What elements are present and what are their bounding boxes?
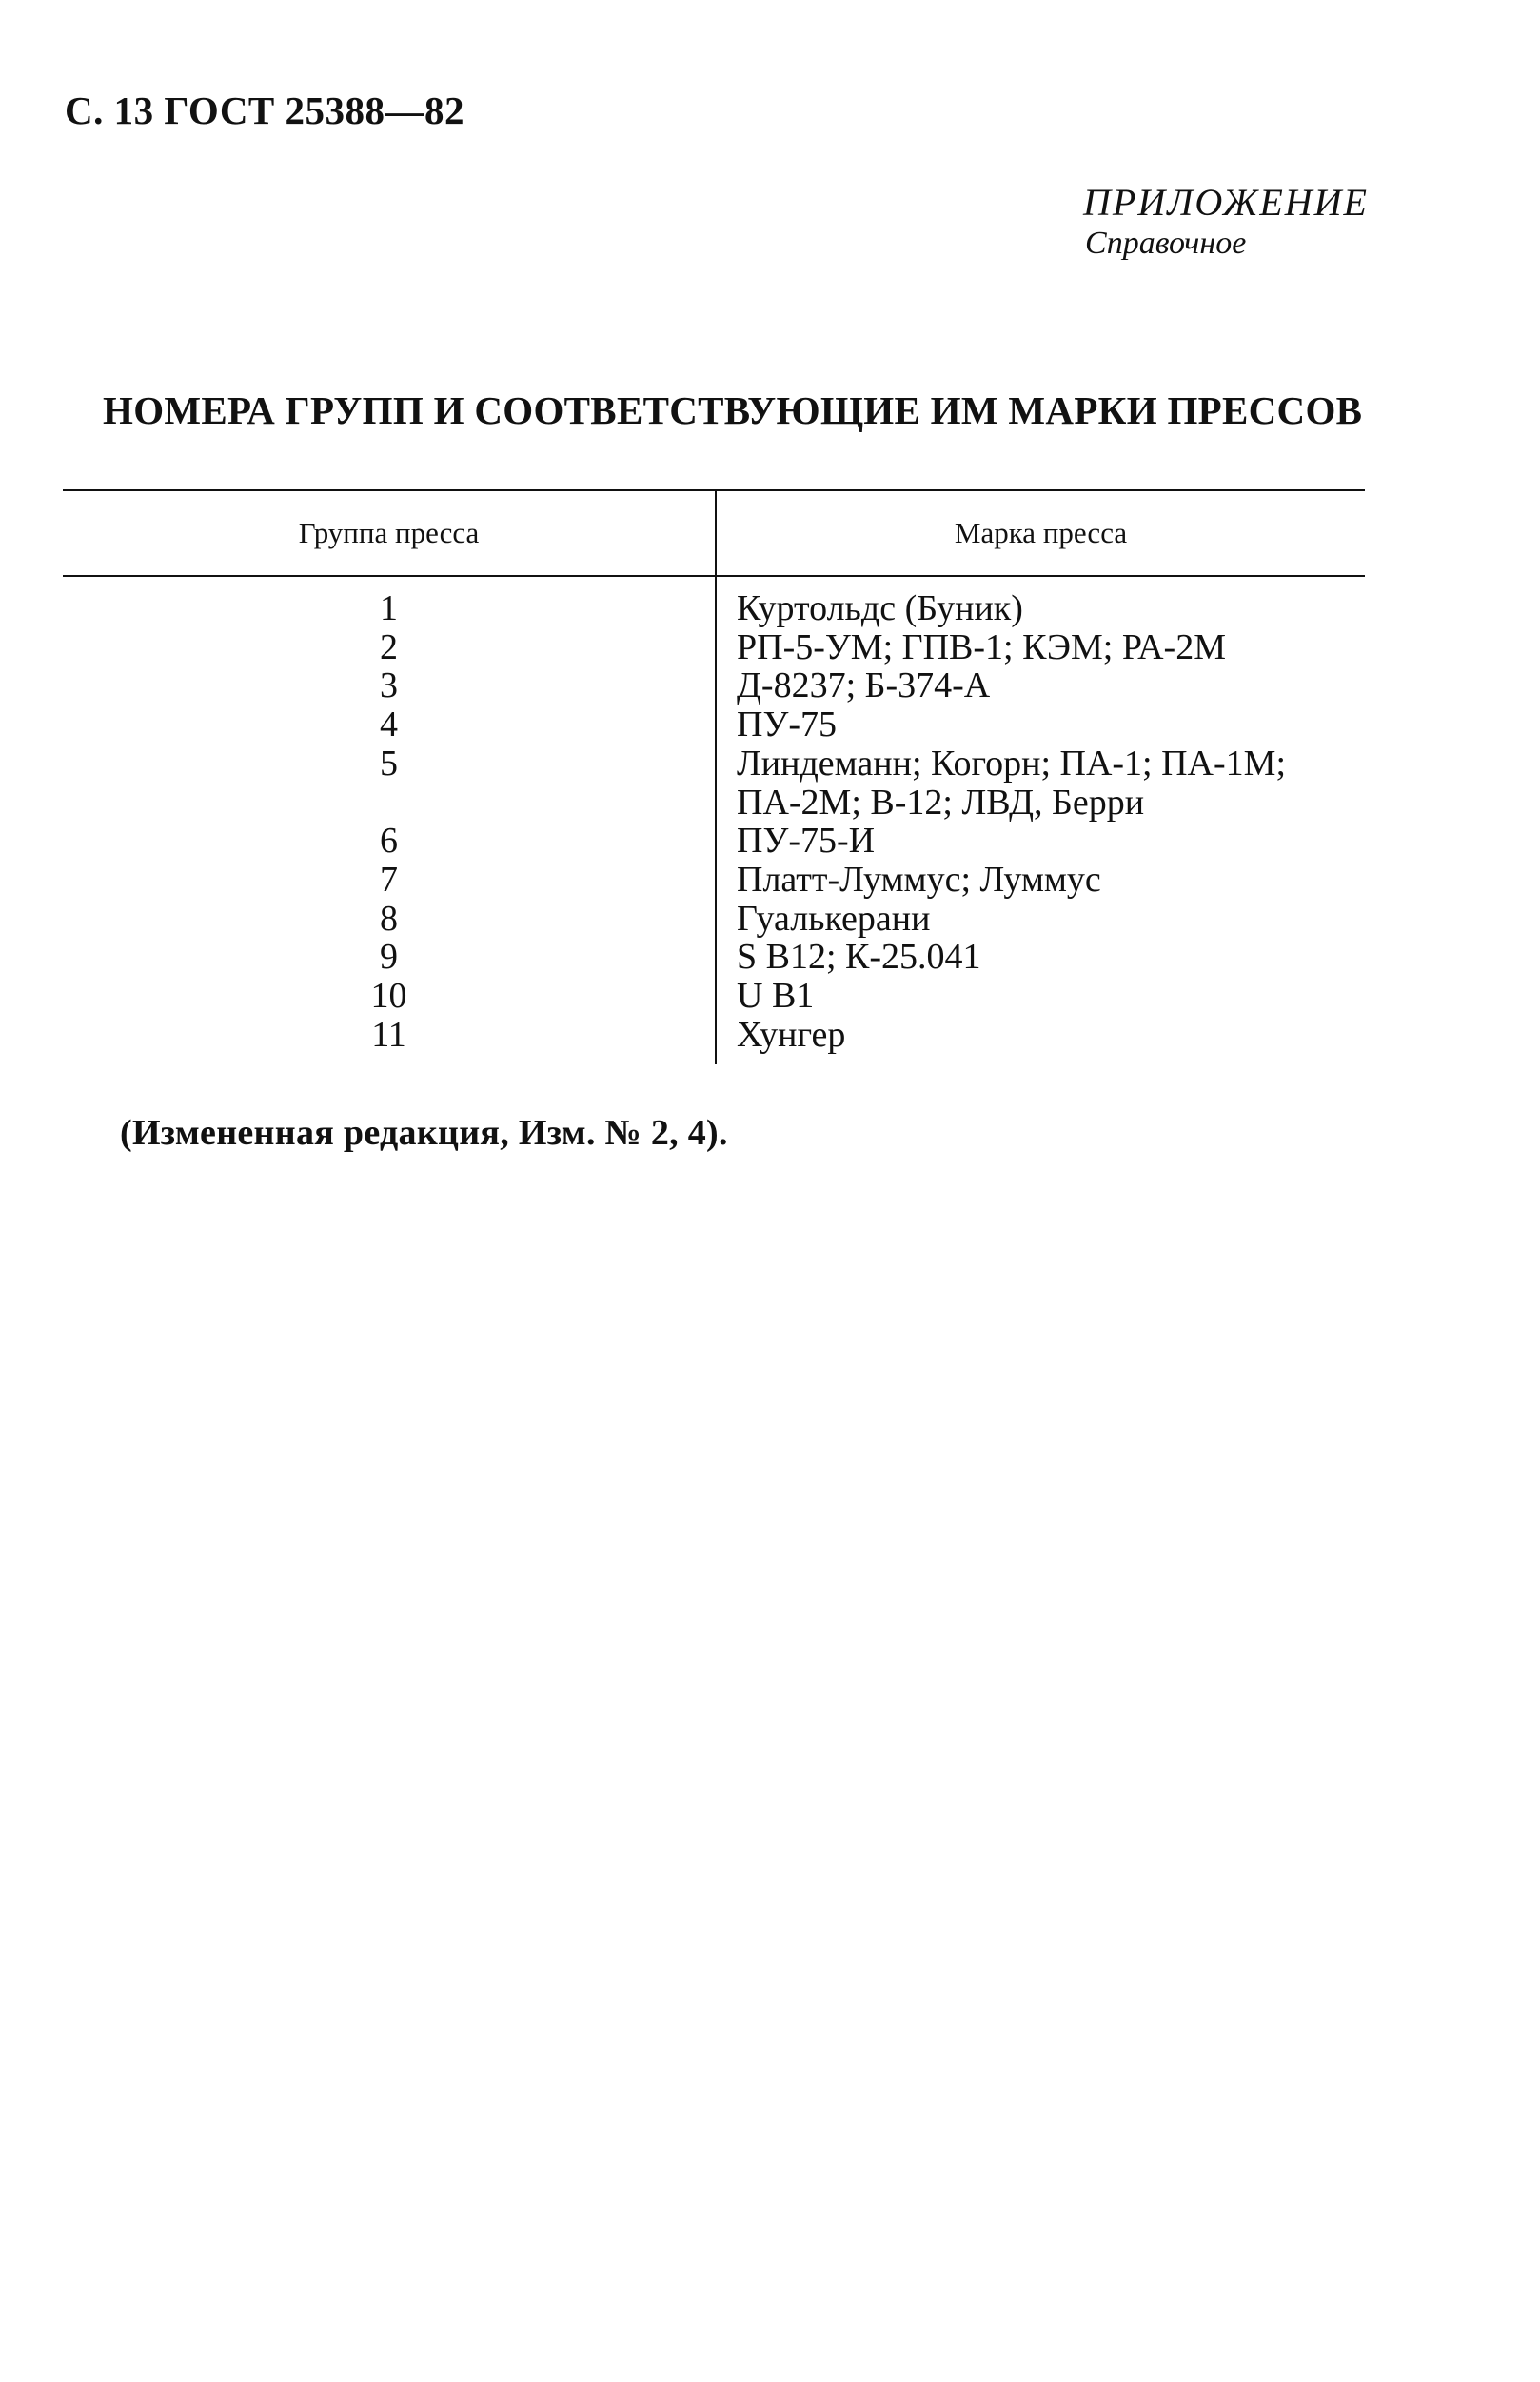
table-row: [63, 1016, 1365, 1055]
group-number: 4: [380, 705, 398, 745]
press-brand: Платт-Луммус; Луммус: [737, 859, 1101, 900]
table-row: [63, 628, 1365, 667]
document-title: НОМЕРА ГРУПП И СООТВЕТСТВУЮЩИЕ ИМ МАРКИ ПРЕССОВ: [103, 388, 1363, 432]
press-brand: U B1: [737, 976, 815, 1017]
table-row: [63, 589, 1365, 628]
press-brand: Линдеманн; Когорн; ПА-1; ПА-1М;: [737, 743, 1286, 784]
press-brand: ПА-2М; В-12; ЛВД, Берри: [737, 782, 1145, 823]
appendix-subtitle: Справочное: [1085, 226, 1247, 261]
press-brand: Гуалькерани: [737, 898, 931, 939]
table-header-rule: [63, 575, 1365, 577]
group-number: 7: [380, 859, 398, 900]
column-header-brand: Марка пресса: [954, 516, 1128, 549]
table-row: [63, 861, 1365, 900]
table-row: [63, 666, 1365, 705]
table-top-rule: [63, 489, 1365, 491]
column-header-group: Группа пресса: [298, 516, 480, 549]
table-row: [63, 900, 1365, 939]
press-brand: ПУ-75: [737, 705, 838, 745]
table-row: [63, 938, 1365, 977]
amendment-note: (Измененная редакция, Изм. № 2, 4).: [120, 1113, 728, 1153]
press-brand: Хунгер: [737, 1014, 846, 1055]
press-brand: Д-8237; Б-374-А: [737, 665, 991, 706]
press-brand: S B12; К-25.041: [737, 937, 981, 978]
press-brand: РП-5-УМ; ГПВ-1; КЭМ; РА-2М: [737, 626, 1227, 667]
table-body: [63, 589, 1365, 1054]
group-number: 10: [370, 976, 407, 1017]
appendix-title: ПРИЛОЖЕНИЕ: [1083, 181, 1369, 224]
group-number: 6: [380, 821, 398, 862]
table-row-continuation: [63, 784, 1365, 823]
table-row: [63, 977, 1365, 1016]
table-row: [63, 744, 1365, 784]
table-row: [63, 822, 1365, 861]
page-header: С. 13 ГОСТ 25388—82: [65, 89, 465, 132]
group-number: 9: [380, 937, 398, 978]
appendix-label: [1083, 181, 1369, 263]
group-number: 1: [380, 588, 398, 628]
group-number: 11: [371, 1014, 406, 1055]
table-row: [63, 705, 1365, 744]
group-number: 2: [380, 626, 398, 667]
group-number: 3: [380, 665, 398, 706]
press-brand: Куртольдс (Буник): [737, 588, 1023, 628]
group-number: 5: [380, 743, 398, 784]
press-brand: ПУ-75-И: [737, 821, 876, 862]
group-number: 8: [380, 898, 398, 939]
